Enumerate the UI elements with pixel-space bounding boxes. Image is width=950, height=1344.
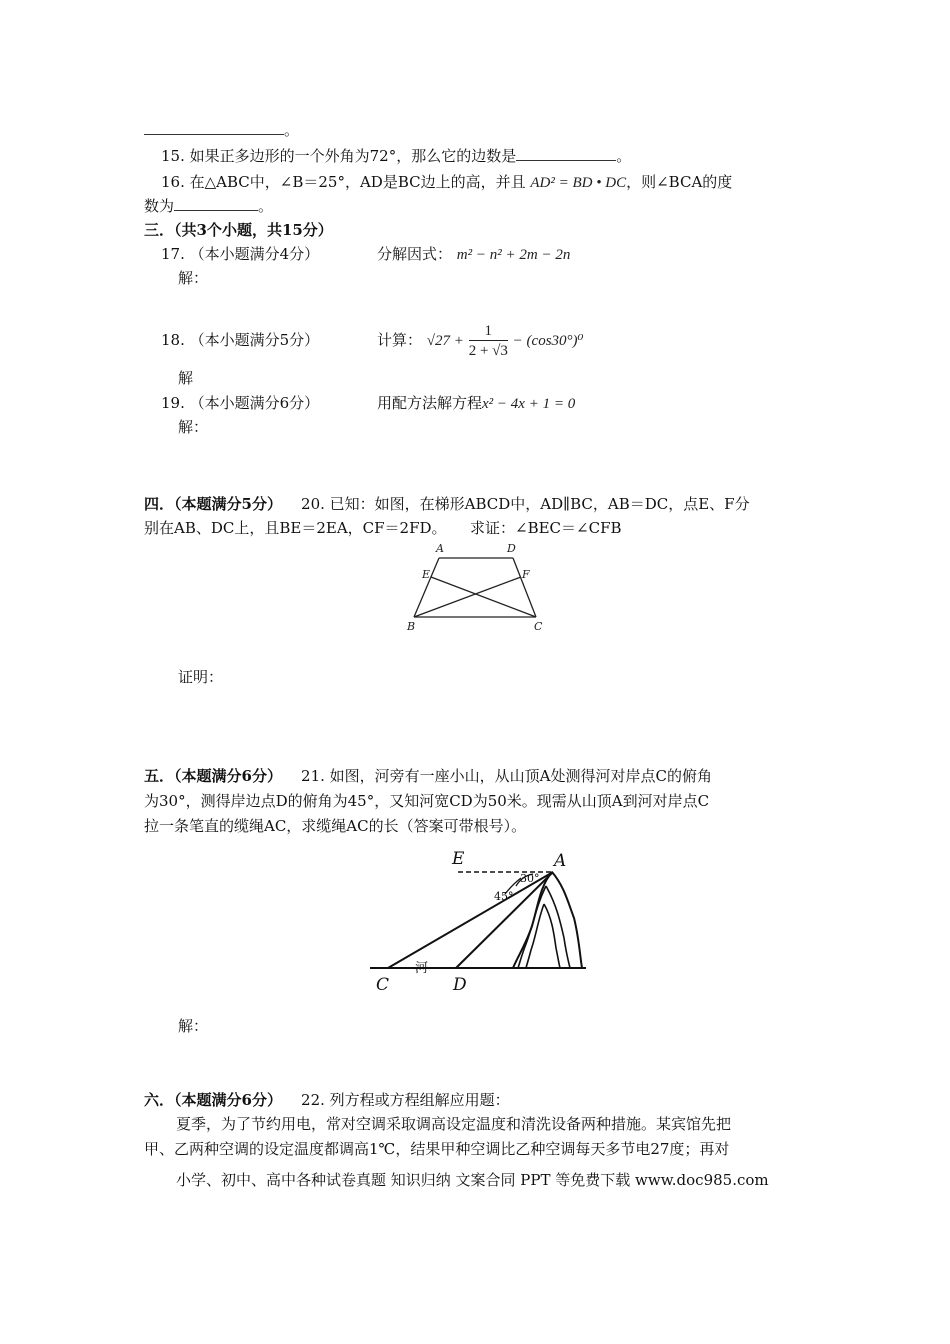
q18-fraction: $\frac{1}{2 + √3}$ (468, 322, 508, 359)
proof-label: 证明： (178, 668, 224, 686)
section-6-para2: 甲、乙两种空调的设定温度都调高1℃，结果甲种空调比乙种空调每天多节电27度；再对 (144, 1140, 730, 1158)
section-4-prove: 求证：∠BEC＝∠CFB (470, 519, 622, 537)
edge-ab (414, 558, 439, 617)
label-a: A (436, 542, 444, 555)
label-e: E (452, 849, 465, 869)
question-16: 16. 在△ABC中，∠B＝25°，AD是BC边上的高，并且 AD² = BD • DC，则∠BCA的度 (161, 173, 733, 191)
q17-answer-label: 解： (178, 269, 209, 287)
label-river: 河 (415, 961, 429, 976)
edge-dc (513, 558, 536, 617)
q21-answer-label: 解： (178, 1017, 209, 1035)
trapezoid-figure (400, 540, 560, 640)
label-angle-45: 45° (494, 890, 514, 903)
label-c: C (376, 975, 390, 995)
question-17-task: 分解因式： m² − n² + 2m − 2n (377, 245, 571, 263)
q14-blank (144, 120, 284, 135)
question-15: 15. 如果正多边形的一个外角为72°，那么它的边数是 。 (161, 147, 632, 165)
q18-answer-label: 解 (178, 369, 194, 387)
section-6-para1: 夏季，为了节约用电，常对空调采取调高设定温度和清洗设备两种措施。某宾馆先把 (176, 1115, 732, 1133)
q16-blank (174, 196, 258, 211)
question-16-line2: 数为 。 (144, 197, 274, 215)
question-17: 17. （本小题满分4分） (161, 245, 320, 263)
question-19-task: 用配方法解方程x² − 4x + 1 = 0 (377, 394, 576, 412)
question-18-task: 计算： √27 + $\frac{1}{2 + √3}$ − (cos30°)⁰ (377, 322, 584, 359)
label-e: E (422, 568, 431, 581)
label-b: B (407, 620, 416, 633)
label-d: D (453, 975, 467, 995)
q16-expression: AD² = BD • DC (530, 175, 627, 191)
section-5-line3: 拉一条笔直的缆绳AC，求缆绳AC的长（答案可带根号）。 (144, 817, 527, 835)
section-4: 四．（本题满分5分） 20. 已知：如图，在梯形ABCD中，AD∥BC，AB＝DC，点E、F分 (144, 495, 750, 513)
section-5: 五．（本题满分6分） 21. 如图，河旁有一座小山，从山顶A处测得河对岸点C的俯角 (144, 767, 712, 785)
label-c: C (534, 620, 543, 633)
section-4-line2: 别在AB、DC上，且BE＝2EA，CF＝2FD。 (144, 519, 447, 537)
question-19: 19. （本小题满分6分） (161, 394, 320, 412)
section-5-line2: 为30°，测得岸边点D的俯角为45°，又知河宽CD为50米。现需从山顶A到河对岸点C (144, 792, 710, 810)
label-d: D (507, 542, 516, 555)
question-18: 18. （本小题满分5分） (161, 331, 320, 349)
label-f: F (522, 568, 530, 581)
segment-ec (431, 577, 536, 617)
label-angle-30: 30° (520, 872, 540, 885)
section-6: 六．（本题满分6分） 22. 列方程或方程组解应用题： (144, 1091, 510, 1109)
q19-expression: x² − 4x + 1 = 0 (482, 396, 576, 412)
mountain-ridge-2 (526, 904, 560, 968)
segment-fb (414, 577, 521, 617)
q15-blank (516, 146, 616, 161)
section-3-title: 三．（共3个小题，共15分） (144, 221, 333, 239)
q14-answer-line: 。 (144, 120, 299, 140)
q17-expression: m² − n² + 2m − 2n (456, 247, 571, 263)
mountain-river-figure (368, 846, 608, 996)
q19-answer-label: 解： (178, 418, 209, 436)
page-footer: 小学、初中、高中各种试卷真题 知识归纳 文案合同 PPT 等免费下载 www.doc985.com (176, 1171, 769, 1189)
label-a: A (554, 851, 567, 871)
